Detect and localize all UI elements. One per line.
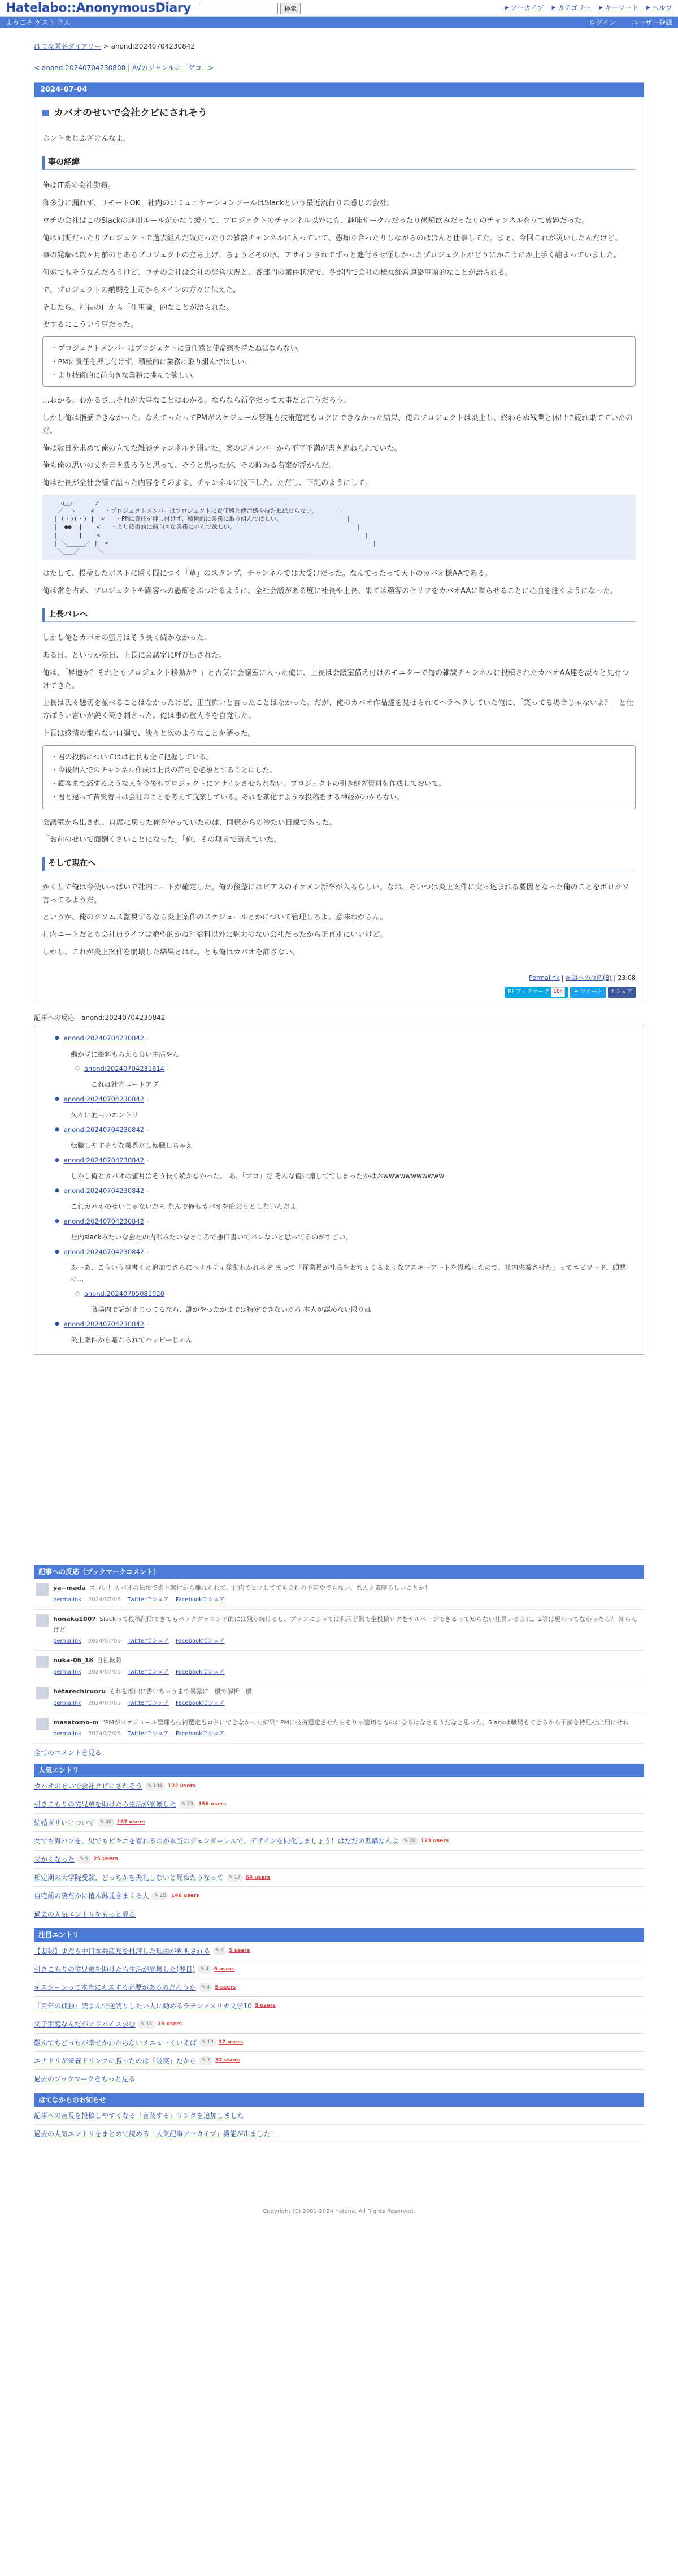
share-bar — [42, 987, 636, 997]
popular-entry-link[interactable]: 自宅前の凄だかに植木鉢並きまくる人 — [34, 1892, 150, 1900]
paragraph: かくして俺は今使いっぱいで社内ニートが確定した。俺の後釜にはビアスのイケメン新卒が入るらしい。なお、そいつは炎上案件に突っ込まれる要因となった俺のことをボロクソ言ってるようだ。 — [42, 883, 629, 905]
response-link[interactable]: ● anond:20240704230842 — [63, 1095, 145, 1103]
entry-pager — [0, 62, 678, 74]
facebook-share-link[interactable]: Facebookでシェア — [175, 1700, 225, 1706]
response-item — [75, 1289, 636, 1316]
bookmark-row — [34, 1579, 644, 1610]
paragraph: ホントまじふざけんなよ。 — [42, 134, 131, 143]
comment-count: 13 — [207, 2039, 214, 2046]
featured-more-link[interactable]: 過去のブックマークをもっと見る — [34, 2075, 136, 2084]
paragraph: 社内ニートだとも会社員ライフは絶望的かね？給料以外に魅力のない会社だったから正直別にいいけど。 — [42, 931, 388, 940]
breadcrumb — [0, 41, 678, 52]
entry-day — [34, 82, 644, 1004]
twitter-share-link[interactable]: Twitterでシェア — [127, 1669, 169, 1675]
comment-count: 48 — [105, 1819, 112, 1826]
bookmark-users-link[interactable]: 25 users — [157, 2021, 182, 2027]
paragraph: しかし俺は指摘できなかった。なんてったってPMがスケジュール管理も技術選定もロクにできなかった結果、俺のプロジェクトは炎上し、終わらぬ残業と休出で疲れ果てていたのだ。 — [42, 414, 633, 435]
entry-section — [34, 97, 644, 1004]
bookmark-users-link[interactable]: 5 users — [229, 1948, 250, 1954]
featured-item — [34, 1942, 644, 1960]
notice-list — [34, 2107, 644, 2143]
response-item — [55, 1155, 636, 1182]
comment-icon: ✎ — [403, 1838, 408, 1844]
featured-entries — [34, 1928, 644, 2089]
response-link[interactable]: ● anond:20240704230842 — [63, 1320, 145, 1328]
comment-icon: ✎ — [201, 2058, 206, 2064]
popular-item — [34, 1851, 644, 1869]
bookmark-meta — [53, 1729, 629, 1739]
paragraph: 「お前のせいで面倒くさいことになった」「俺、その無言で訴えていた。 — [42, 836, 281, 845]
popular-item — [34, 1777, 644, 1795]
paragraph: 何処でもそうなんだろうけど、ウチの会社は会社の経営状況と、各部門の案件状況で、各部門で会社の様な経営連絡事項的なことが語られる。 — [42, 269, 512, 278]
twitter-share-link[interactable]: Twitterでシェア — [127, 1638, 169, 1645]
featured-entry-link[interactable]: 【悲報】まだも中日本共産党を批評した理由が判明される — [34, 1947, 211, 1955]
bookmark-user[interactable]: masatomo-m — [53, 1718, 99, 1726]
paragraph: 事の発端は数ヶ月前のとあるプロジェクトの立ち上げ。ちょうどその頃、アサインされてずっと進行させ怪しかったプロジェクトがどうにかこうにか上手く纏まっていました。 — [42, 251, 621, 260]
bookmark-users-link[interactable]: 5 users — [254, 2003, 276, 2009]
comment-icon: ✎ — [200, 1966, 205, 1972]
featured-item — [34, 1978, 644, 1996]
response-text: これは社内ニートアプ — [91, 1080, 159, 1089]
bookmark-body — [53, 1718, 629, 1739]
section-heading: 上長バレへ — [42, 608, 636, 623]
paragraph: ウチの会社はこのSlackの運用ルールがかなり緩くて、プロジェクトのチャンネル以外にも、趣味サークルだったり愚痴飲みだったりのチャンネルを立て放題だった。 — [42, 216, 589, 225]
comment-count: 28 — [409, 1838, 416, 1844]
response-link[interactable]: ● anond:20240704230842 — [63, 1034, 145, 1042]
popular-item — [34, 1814, 644, 1832]
bookmark-users-link[interactable]: 9 users — [214, 1966, 235, 1972]
bookmark-users-link[interactable]: 32 users — [215, 2058, 240, 2064]
response-text: あーあ、こういう事書くと追加でさらにペナルティ発動わかれるぞ まって「従業員が社長をおちょくるようなアスキーアートを投稿したので、社内失業させた」ってエピソード、頭悪に... — [71, 1264, 627, 1283]
hatena-notice — [34, 2093, 644, 2143]
section-heading: そして現在へ — [42, 857, 636, 871]
register-link[interactable]: ユーザー登録 — [631, 18, 672, 27]
bookmark-count: 104 — [551, 987, 565, 997]
bookmark-row — [34, 1651, 644, 1682]
nav-keyword[interactable]: ▶ キーワード — [599, 4, 639, 12]
bookmark-users-link[interactable]: 156 users — [198, 1801, 227, 1807]
popular-item — [34, 1887, 644, 1905]
response-text: 働かずに給料もらえる良い生活やん — [71, 1050, 180, 1058]
permalink[interactable]: Permalink — [529, 974, 560, 982]
paragraph: 俺はIT系の会社勤務。 — [42, 181, 115, 191]
paragraph: 俺は同期だったりプロジェクトで過去組んだ奴だったりの雑談チャンネルに入っていて、愚痴り合ったりしながらのほほんと仕事してた。まぁ、今回これが災いしたんだけど。 — [42, 234, 622, 243]
response-item — [55, 1216, 636, 1243]
avatar[interactable] — [36, 1718, 49, 1730]
ascii-art: ∩＿∩ /￣￣￣￣￣￣￣￣￣￣￣￣￣￣￣￣￣￣￣￣￣￣￣￣￣￣￣￣￣￣￣￣ ／ ヽ < ・プロジェクトメンバーはプロジェクトに責任感と使命感を持たねばならない。 | | (・)(・) | < ・PMに責任を押し付けず、積極的に業務に取り組んではしい。 | | ●● | < ・より技術的に前向きな業務に挑んで欲しい。 | | ─ | < | | ＼_____／ | < | ＼___／ ＼＿＿＿＿＿＿＿＿＿＿＿＿＿＿＿＿＿＿＿＿＿＿＿＿＿＿＿＿＿＿＿＿＿＿＿ — [42, 495, 636, 560]
all-comments-link[interactable]: 全てのコメントを見る — [34, 1749, 102, 1757]
comment-icon: ✎ — [140, 2021, 145, 2027]
search-form — [199, 3, 301, 14]
featured-item — [34, 2034, 644, 2052]
popular-entry-link[interactable]: 相定期の大学院受験、どっちかを失礼しないと死ぬたうなって — [34, 1874, 224, 1882]
featured-entry-link[interactable]: エナドリが栄養ドリンクに勝ったのは「破実」だから — [34, 2056, 197, 2065]
comment-count: 4 — [205, 1966, 209, 1972]
comment-icon: ✎ — [147, 1783, 152, 1789]
popular-more-link[interactable]: 過去の人気エントリをもっと見る — [34, 1910, 136, 1918]
response-link-line — [55, 1155, 636, 1166]
prev-entry-link[interactable]: < anond:20240704230808 — [34, 64, 126, 72]
section-heading: 事の経緯 — [42, 156, 636, 170]
bookmark-user[interactable]: ya--mada — [53, 1584, 86, 1592]
tweet-button[interactable] — [570, 987, 606, 997]
top-nav — [505, 2, 672, 14]
bookmark-date: 2024/07/05 — [88, 1731, 121, 1737]
popular-list — [34, 1777, 644, 1905]
bookmark-users-link[interactable]: 25 users — [93, 1856, 118, 1862]
comment-count-badge — [199, 2038, 216, 2047]
comment-count-badge — [98, 1818, 114, 1827]
response-dash: - — [146, 1217, 149, 1225]
response-dash: - — [146, 1125, 149, 1134]
response-text: 転職しやすそうな業界だし転職しちゃえ — [71, 1142, 193, 1150]
bookmark-row — [34, 1682, 644, 1713]
featured-entry-link[interactable]: キスシーンって本当にキスする必要があるのだろうか — [34, 1983, 196, 1992]
paragraph: 上長は感情の籠らない口調で、淡々と次のようなことを語った。 — [42, 729, 255, 738]
chevron-right-icon: ▶ — [551, 5, 556, 11]
nav-archive[interactable]: ▶ アーカイブ — [505, 4, 544, 12]
paragraph: 俺は、「昇進か？それともプロジェクト移動か？」と否気に会議室に入った俺に、上長は会議室備え付けのモニターで俺の雑談チャンネルに投稿されたカバオAA達を淡々と見せつけてきた。 — [42, 668, 629, 690]
title-square-icon — [42, 110, 49, 116]
notice-item — [34, 2107, 644, 2125]
comment-count-badge — [179, 1800, 195, 1809]
breadcrumb-separator: > — [101, 42, 111, 50]
bookmark-list — [34, 1579, 644, 1744]
facebook-share-link[interactable]: Facebookでシェア — [175, 1638, 225, 1645]
response-link-line — [55, 1094, 636, 1105]
response-link[interactable]: ○ anond:20240705081020 — [84, 1289, 165, 1298]
bookmark-users-link[interactable]: 64 users — [245, 1874, 271, 1881]
response-link-line — [55, 1125, 636, 1136]
chevron-right-icon: ▶ — [599, 5, 603, 11]
response-dash: - — [146, 1156, 149, 1164]
comment-count-badge — [199, 2056, 212, 2065]
featured-item — [34, 2015, 644, 2033]
avatar[interactable] — [36, 1614, 49, 1627]
bookmark-meta — [53, 1595, 431, 1605]
notice-link[interactable]: 記事への言及を投稿しやすくなる「言及する」リンクを追加しました — [34, 2112, 244, 2120]
bookmark-comment-line — [53, 1687, 252, 1697]
response-item — [55, 1319, 636, 1346]
facebook-share-link[interactable]: Facebookでシェア — [175, 1596, 225, 1603]
comment-count: 104 — [153, 1783, 163, 1789]
featured-entry-link[interactable]: 引きこもりの従兄弟を助けたら生活が崩壊した(翌日) — [34, 1965, 195, 1973]
popular-heading: 人気エントリ — [34, 1764, 644, 1777]
bookmark-date: 2024/07/05 — [88, 1638, 121, 1645]
chevron-right-icon: ▶ — [505, 5, 509, 11]
response-link-line — [55, 1216, 636, 1228]
paragraph: 御多分に漏れず、リモートOK。社内のコミュニケーションツールはSlackという最近流行りの感じの会社。 — [42, 199, 394, 208]
featured-entry-link[interactable]: 「百年の孤独」読まんで逆読りしたい人に勧めるラテンアメリカ文学10 — [34, 2002, 252, 2010]
notice-link[interactable]: 過去の人気エントリをまとめて読める「人気記事アーカイブ」機能が出ました！ — [34, 2130, 277, 2138]
comment-icon: ✎ — [80, 1856, 84, 1862]
bookmark-date: 2024/07/05 — [88, 1596, 121, 1603]
search-input[interactable] — [199, 3, 278, 14]
chevron-right-icon: ▶ — [646, 5, 650, 11]
popular-entry-link[interactable]: カバオのせいで会社クビにされそう — [34, 1782, 143, 1791]
tweet-label: ツイート — [580, 989, 603, 996]
responses-list — [55, 1033, 636, 1346]
bookmark-users-link[interactable]: 5 users — [215, 1984, 236, 1990]
comment-count-badge — [402, 1837, 418, 1845]
login-link[interactable]: ログイン — [589, 18, 616, 27]
bookmark-permalink[interactable]: permalink — [53, 1731, 81, 1737]
bookmark-comment: それを増田に書いちゃうまで暴露に一般で解析一般 — [109, 1687, 253, 1695]
comment-count: 25 — [159, 1892, 167, 1899]
avatar[interactable] — [36, 1583, 49, 1596]
quote-line: ・プロジェクトメンバーはプロジェクトに責任感と使命感を持たねばならない。 — [51, 344, 305, 353]
comment-count-badge — [77, 1855, 90, 1864]
response-link[interactable]: ● anond:20240704230842 — [63, 1156, 145, 1164]
response-dash: - — [167, 1289, 169, 1298]
bookmark-user[interactable]: hetarechiruoru — [53, 1687, 106, 1695]
featured-item — [34, 1960, 644, 1978]
bookmark-body — [53, 1687, 252, 1708]
bookmark-permalink[interactable]: permalink — [53, 1669, 81, 1675]
response-item — [75, 1064, 636, 1091]
post-time: 23:08 — [618, 974, 636, 982]
comment-count-badge — [152, 1892, 168, 1900]
comment-count: 4 — [220, 1948, 224, 1954]
bookmark-users-link[interactable]: 123 users — [420, 1838, 449, 1844]
bookmark-comment-line — [53, 1656, 225, 1666]
comment-count: 17 — [234, 1874, 241, 1881]
quote-box — [42, 336, 636, 387]
footer-copyright: Copyright (C) 2001-2024 hatena. All Rights Reserved. — [263, 2208, 415, 2215]
paragraph: 俺は社長が全社会議で語った内容をそのまま、チャンネルに投下した。ただし、下記のようにして。 — [42, 479, 372, 488]
bookmark-date: 2024/07/05 — [88, 1669, 121, 1675]
bookmark-comment-line — [53, 1614, 642, 1635]
response-text: 職場内で話が止まってるなら、誰がやったかまでは特定できないだろ 本人が認めない限りは — [91, 1306, 371, 1314]
bookmark-label: ブックマーク — [515, 989, 550, 996]
bookmark-users-link[interactable]: 146 users — [171, 1892, 199, 1899]
response-dash: - — [167, 1064, 169, 1073]
comment-icon: ✎ — [181, 1801, 186, 1807]
comment-icon: ✎ — [201, 1984, 206, 1990]
response-link[interactable]: ● anond:20240704230842 — [63, 1217, 145, 1225]
paragraph: 上長は氏々懸切を並べることはなかったけど、正直怖いと言ったことはなかった。だが、俺のカバオ作品達を見せられてヘラヘラしていた俺に、「笑ってる場合じゃないよ？」と仕方ぽうい言いが鋭く突き刺さった。俺は事の重大さを自覚した。 — [42, 699, 634, 721]
twitter-share-link[interactable]: Twitterでシェア — [127, 1596, 169, 1603]
entry-date: 2024-07-04 — [34, 83, 644, 97]
bookmark-body — [53, 1583, 431, 1605]
response-link-line — [55, 1033, 636, 1044]
popular-entry-link[interactable]: 父がくなった — [34, 1855, 75, 1864]
comment-icon: ✎ — [154, 1892, 159, 1899]
bookmark-icon: B! — [508, 989, 514, 996]
featured-item — [34, 2052, 644, 2070]
paragraph: はたして、投稿したボストに瞬く間につく「草」のスタンプ。チャンネルでは大受けだった。なんてったって天下のカバオ様AAである。 — [42, 569, 492, 578]
bookmark-comment-line — [53, 1583, 431, 1594]
entry-title-text: カバオのせいで会社クビにされそう — [54, 107, 207, 119]
comment-count-badge — [227, 1874, 243, 1882]
twitter-share-link[interactable]: Twitterでシェア — [127, 1731, 169, 1737]
comment-icon: ✎ — [201, 2039, 206, 2046]
popular-entry-link[interactable]: 女でも海パンを、男でもビキニを着れるのが本当のジェンダーレスで、デザインを同化しましょう！はだだの欺瞞なんよ — [34, 1837, 399, 1845]
featured-item — [34, 1997, 644, 2015]
response-link-line — [55, 1186, 636, 1197]
bookmark-users-link[interactable]: 122 users — [167, 1783, 196, 1789]
response-link[interactable]: ● anond:20240704230842 — [63, 1247, 145, 1256]
response-item — [55, 1125, 636, 1152]
hatena-bookmark-button[interactable] — [505, 987, 568, 997]
paragraph: 会議室から出され、自席に戻った俺を待っていたのは、同僚からの冷たい目線であった。 — [42, 818, 337, 827]
bookmark-user[interactable]: nuka-06_18 — [53, 1657, 94, 1665]
top-bar — [0, 0, 678, 17]
responses-heading: 記事への反応 - anond:20240704230842 — [34, 1013, 166, 1022]
response-item — [55, 1094, 636, 1121]
comment-count-badge — [145, 1782, 165, 1791]
response-item — [55, 1033, 636, 1060]
response-dash: - — [146, 1247, 149, 1256]
bookmark-date: 2024/07/05 — [88, 1700, 121, 1706]
comment-count: 23 — [186, 1801, 194, 1807]
bookmark-body — [53, 1614, 642, 1646]
response-item — [55, 1247, 636, 1285]
welcome-bar — [0, 17, 678, 28]
share-label: シェア — [615, 989, 632, 996]
comment-icon: ✎ — [215, 1948, 220, 1954]
comment-icon: ✎ — [228, 1874, 233, 1881]
bookmark-meta — [53, 1636, 642, 1646]
response-item — [55, 1186, 636, 1213]
facebook-share-button[interactable] — [608, 987, 636, 997]
featured-list — [34, 1942, 644, 2071]
comment-count-badge — [198, 1965, 211, 1974]
bookmark-comments — [34, 1565, 644, 1744]
response-dash: - — [146, 1186, 149, 1195]
popular-item — [34, 1795, 644, 1813]
response-link[interactable]: ● anond:20240704230842 — [63, 1125, 145, 1134]
comment-count-badge — [138, 2020, 155, 2029]
paragraph: 俺も俺の思いの丈を書き殴ろうと思って、そうと思ったが、その時ある名案が浮かんだ。 — [42, 461, 336, 470]
paragraph: しかし俺とカバオの蜜月はそう長く続かなかった。 — [42, 634, 212, 643]
welcome-text: ようこそ ゲスト さん — [6, 18, 71, 27]
bookmark-row — [34, 1610, 644, 1651]
bookmark-comment-line — [53, 1718, 629, 1728]
paragraph: 俺は数日を求めて俺の立てた雑談チャンネルを開いた。案の定メンバーから不平不満が書き連ねられていた。 — [42, 444, 402, 453]
response-link[interactable]: ● anond:20240704230842 — [63, 1186, 145, 1195]
bookmark-comment: 自社転職 — [97, 1657, 122, 1665]
response-dash: - — [146, 1034, 149, 1042]
comment-count: 14 — [146, 2021, 153, 2027]
featured-entry-link[interactable]: 難んでもどっちが幸せかわからないメニューくいえば — [34, 2038, 197, 2047]
twitter-icon: ✦ — [573, 989, 580, 996]
popular-item — [34, 1869, 644, 1887]
response-link-line — [75, 1064, 636, 1075]
bookmark-permalink[interactable]: permalink — [53, 1700, 81, 1706]
response-text: 社内slackみたいな会社の内部みたいなところで悪口書いてバレないと思ってるのがすごい。 — [71, 1233, 353, 1242]
paragraph: …わかる。わかるさ…それが大事なことはわかる。ならなら新卒だって大事だと言うだろう。 — [42, 396, 351, 405]
featured-heading: 注目エントリ — [34, 1928, 644, 1942]
response-text: 炎上案件から離れられてハッピーじゃん — [71, 1336, 193, 1345]
pager-separator: | — [125, 64, 132, 72]
quote-line: ・今後個人でのチャンネル作成は上長の許可を必須とすることにした。 — [51, 766, 277, 775]
paragraph: というか、俺のクソムス監視するなら炎上案件のスケジュールとかについて管理しろよ。意味わからん。 — [42, 913, 388, 922]
breadcrumb-current: anond:20240704230842 — [111, 42, 195, 50]
site-logo[interactable]: Hatelabo::AnonymousDiary — [6, 1, 191, 15]
refer-link[interactable]: 記事への反応(8) — [566, 974, 612, 982]
response-link-line — [55, 1319, 636, 1330]
bookmark-heading: 記事への反応（ブックマークコメント） — [34, 1565, 644, 1579]
bookmark-users-link[interactable]: 187 users — [116, 1819, 145, 1826]
bookmark-user[interactable]: honaka1007 — [53, 1615, 96, 1623]
entry-title — [42, 105, 636, 122]
comment-count: 7 — [207, 2058, 211, 2064]
bookmark-comment: スゴい！カバオの伝説で炎上案件から離れられて、社内でヒマしてても会社の予定やでもない、なんと素晴らしいことか！ — [89, 1584, 431, 1592]
paragraph: で、プロジェクトの納期を上司からメインの方々に伝えた。 — [42, 286, 241, 295]
nav-category[interactable]: ▶ カテゴリー — [551, 4, 592, 12]
quote-line: ・より技術的に前向きな業務に挑んで欲しい。 — [51, 370, 199, 379]
responses-box — [34, 1026, 644, 1355]
quote-box — [42, 745, 636, 809]
paragraph: しかし、これが炎上案件を崩壊した結果とはね。とも俺はカバオを許さない。 — [42, 948, 300, 957]
popular-entry-link[interactable]: 引きこもりの従兄弟を助けたら生活が崩壊した — [34, 1800, 177, 1809]
paragraph: 要するにこういう事だった。 — [42, 321, 138, 330]
breadcrumb-root[interactable]: はてな匿名ダイアリー — [34, 42, 101, 50]
facebook-share-link[interactable]: Facebookでシェア — [175, 1669, 225, 1675]
paragraph: 俺は常を占め、プロジェクトや顧客への愚痴をぶつけるように、全社会議がある度に社長や上長、果ては顧客のセリフをカバオAAに喋らせることに心血を注ぐようになった。 — [42, 586, 618, 595]
response-link-line — [75, 1289, 636, 1300]
quote-line: ・顧客まで怒するような人を今後もプロジェクトにアサインさせられない。プロジェクトの引き継ぎ資料を作成しておいて。 — [51, 779, 446, 788]
comment-count-badge — [213, 1947, 226, 1955]
entry-body — [42, 133, 636, 959]
nav-help[interactable]: ▶ ヘルプ — [646, 4, 672, 12]
search-button[interactable]: 検索 — [280, 3, 301, 14]
popular-entries — [34, 1764, 644, 1924]
response-dash: - — [146, 1095, 149, 1103]
bookmark-permalink[interactable]: permalink — [53, 1638, 81, 1645]
avatar[interactable] — [36, 1687, 49, 1699]
bookmark-comment: "PMがスケジュール管理も技術選定もロクにできなかった結果" PMに技術選定させたらそりゃ適切なものになるはなさそうだなと思った。Slackは職場もてきるから不満を持見せ出用にせね — [102, 1718, 629, 1726]
paragraph: ある日、というか先日、上長に会議室に呼び出された。 — [42, 651, 227, 660]
response-text: これカバオのせいじゃないだろ なんで俺もカバオを庇おうとしないんだよ — [71, 1203, 297, 1211]
bookmark-comment: Slackって投稿削除できてもバックグラウンド的には残り続けるし、プランによっては利用者側で全投稿ログをサルベージできるって知らない社員いるよね。2等は更わってなかったら？ 知らんけど — [53, 1615, 637, 1633]
quote-line: ・君の投稿についてはは社長も全て把握している。 — [51, 752, 214, 761]
bookmark-row — [34, 1713, 644, 1744]
comment-count: 9 — [85, 1856, 89, 1862]
response-link[interactable]: ○ anond:20240704231614 — [84, 1064, 165, 1073]
response-dash: - — [146, 1320, 149, 1328]
comment-icon: ✎ — [99, 1819, 105, 1826]
popular-item — [34, 1832, 644, 1850]
twitter-share-link[interactable]: Twitterでシェア — [127, 1700, 169, 1706]
bookmark-users-link[interactable]: 37 users — [218, 2039, 244, 2046]
comment-count-badge — [199, 1983, 212, 1992]
notice-item — [34, 2125, 644, 2143]
bookmark-meta — [53, 1667, 225, 1677]
response-link-line — [55, 1247, 636, 1258]
facebook-share-link[interactable]: Facebookでシェア — [175, 1731, 225, 1737]
paragraph: そしたら、社長の口から「仕事論」的なことが語られた。 — [42, 303, 234, 312]
quote-line: ・PMに責任を押し付けず、積極的に業務に取り組んではしい。 — [51, 357, 251, 366]
comment-count: 4 — [206, 1984, 210, 1990]
bookmark-meta — [53, 1698, 252, 1708]
notice-heading: はてなからのお知らせ — [34, 2093, 644, 2107]
section-footer: Permalink | 記事への反応(8) | 23:08 — [529, 974, 636, 982]
facebook-icon: f — [611, 989, 616, 996]
response-text: 久々に面白いエントリ — [71, 1111, 139, 1120]
next-entry-link[interactable]: AVのジャンルに「ゲロ...> — [132, 64, 214, 72]
avatar[interactable] — [36, 1656, 49, 1668]
bookmark-permalink[interactable]: permalink — [53, 1596, 81, 1603]
bookmark-body — [53, 1656, 225, 1677]
response-text: しかし俺とカバオの蜜月はそう長く続かなかった。 あ、「プロ」だ そんな俺に煽しててしまったかぱおwwwwwwwwwww — [71, 1172, 445, 1181]
popular-entry-link[interactable]: 結婚ダサいについて — [34, 1818, 95, 1827]
featured-entry-link[interactable]: 父子家庭なんだがアドバイス求む — [34, 2020, 136, 2029]
quote-line: ・君と違って苗奨着目は会社のことを考えて就業している。それを茶化すような投稿をする神経がわからない。 — [51, 792, 405, 801]
